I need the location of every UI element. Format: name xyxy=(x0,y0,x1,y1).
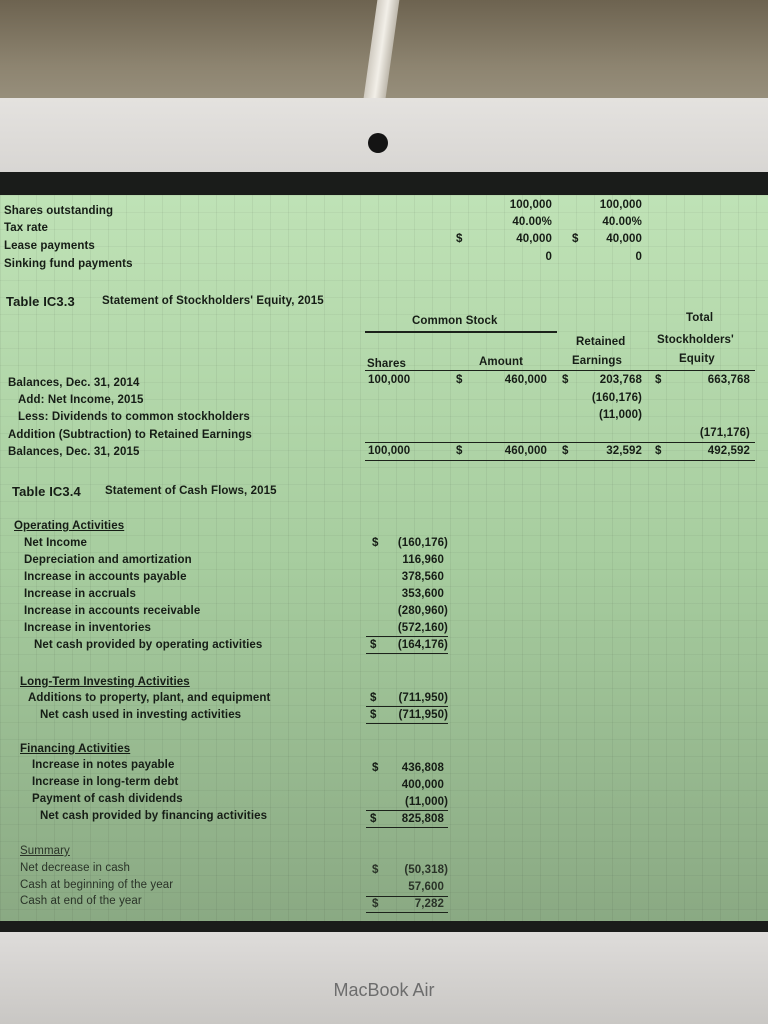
ic33-dollar: $ xyxy=(562,374,569,386)
label-lease-payments: Lease payments xyxy=(4,240,95,252)
fin-line xyxy=(366,810,448,811)
sum-dollar: $ xyxy=(372,898,379,910)
op-value: 353,600 xyxy=(401,588,444,600)
laptop-screen xyxy=(0,195,768,921)
table-ic34-number: Table IC3.4 xyxy=(12,484,81,499)
op-value: 378,560 xyxy=(401,571,444,583)
header-total: Total xyxy=(686,312,714,324)
investing-header: Long-Term Investing Activities xyxy=(20,676,190,688)
op-row-label: Net cash provided by operating activities xyxy=(34,639,263,651)
op-value: (572,160) xyxy=(397,622,448,634)
col1-tax: 40.00% xyxy=(512,216,552,228)
table-ic33-number: Table IC3.3 xyxy=(6,294,75,309)
inv-row-label: Additions to property, plant, and equipment xyxy=(28,692,271,704)
common-stock-underline xyxy=(365,331,557,333)
op-value: 116,960 xyxy=(402,554,444,566)
inv-total-value: (711,950) xyxy=(398,709,448,721)
header-retained: Retained xyxy=(576,336,626,348)
ic33-dollar: $ xyxy=(562,445,569,457)
col1-lease: 40,000 xyxy=(516,233,552,245)
spreadsheet xyxy=(0,195,768,921)
op-row-label: Increase in accruals xyxy=(24,588,136,600)
ic33-row-label: Addition (Subtraction) to Retained Earnings xyxy=(8,429,252,441)
col2-sinking: 0 xyxy=(635,251,642,263)
op-row-label: Net Income xyxy=(24,537,87,549)
inv-value: (711,950) xyxy=(398,692,448,704)
balances-topline xyxy=(365,442,755,443)
header-common-stock: Common Stock xyxy=(412,315,498,327)
ic33-dollar: $ xyxy=(456,374,463,386)
inv-line xyxy=(366,706,448,707)
header-earnings: Earnings xyxy=(572,355,623,367)
col2-lease: 40,000 xyxy=(606,233,642,245)
dollar-col1: $ xyxy=(456,233,463,245)
fin-value: (11,000) xyxy=(405,796,448,808)
inv-dollar: $ xyxy=(370,709,377,721)
fin-dollar: $ xyxy=(370,813,377,825)
op-value: (280,960) xyxy=(397,605,448,617)
financing-header: Financing Activities xyxy=(20,743,131,755)
summary-header: Summary xyxy=(20,845,70,857)
op-total-underline xyxy=(366,653,448,654)
sum-row-label: Net decrease in cash xyxy=(20,862,131,874)
ic33-net-income: (160,176) xyxy=(591,392,642,404)
fin-dollar: $ xyxy=(372,762,379,774)
ic33-addition: (171,176) xyxy=(699,427,750,439)
label-shares-outstanding: Shares outstanding xyxy=(4,205,114,217)
inv-row-label: Net cash used in investing activities xyxy=(40,709,242,721)
label-sinking-fund: Sinking fund payments xyxy=(4,258,133,270)
brand-label: MacBook Air xyxy=(333,980,435,1000)
op-row-label: Depreciation and amortization xyxy=(24,554,192,566)
header-stockholders: Stockholders' xyxy=(657,334,734,346)
fin-row-label: Net cash provided by financing activities xyxy=(40,810,268,822)
ic33-retained-2015: 32,592 xyxy=(606,445,642,457)
fin-value: 436,808 xyxy=(401,762,444,774)
op-dollar: $ xyxy=(370,639,377,651)
col1-sinking: 0 xyxy=(545,251,552,263)
ic33-dollar: $ xyxy=(655,445,662,457)
op-value: (160,176) xyxy=(397,537,448,549)
label-tax-rate: Tax rate xyxy=(4,222,49,234)
dollar-col2: $ xyxy=(572,233,579,245)
header-amount: Amount xyxy=(479,356,524,368)
sum-value: (50,318) xyxy=(404,864,448,876)
balances-underline xyxy=(365,460,755,461)
fin-total-value: 825,808 xyxy=(401,813,444,825)
header-equity: Equity xyxy=(679,353,715,365)
op-row-label: Increase in accounts receivable xyxy=(24,605,201,617)
col2-tax: 40.00% xyxy=(602,216,642,228)
header-underline xyxy=(365,370,755,371)
sum-row-label: Cash at beginning of the year xyxy=(20,879,174,891)
fin-value: 400,000 xyxy=(401,779,444,791)
sum-dollar: $ xyxy=(372,864,379,876)
header-shares: Shares xyxy=(367,358,406,370)
ic33-dollar: $ xyxy=(456,445,463,457)
laptop-bottom-bezel xyxy=(0,932,768,1024)
fin-underline xyxy=(366,827,448,828)
ic33-total-2014: 663,768 xyxy=(707,374,750,386)
operating-header: Operating Activities xyxy=(14,520,125,532)
sum-total-value: 7,282 xyxy=(414,898,444,910)
ic33-row-label: Balances, Dec. 31, 2015 xyxy=(8,446,140,458)
sum-row-label: Cash at end of the year xyxy=(20,895,142,907)
sum-line xyxy=(366,896,448,897)
op-row-label: Increase in accounts payable xyxy=(24,571,187,583)
op-row-label: Increase in inventories xyxy=(24,622,151,634)
ic33-shares-2015: 100,000 xyxy=(368,445,411,457)
op-total-line xyxy=(366,636,448,637)
sum-value: 57,600 xyxy=(408,881,444,893)
ic33-retained-2014: 203,768 xyxy=(599,374,642,386)
col1-shares: 100,000 xyxy=(509,199,552,211)
ic33-total-2015: 492,592 xyxy=(707,445,750,457)
op-total-value: (164,176) xyxy=(397,639,448,651)
ic33-row-label: Less: Dividends to common stockholders xyxy=(18,411,250,423)
ic33-amount-2014: 460,000 xyxy=(504,374,547,386)
webcam xyxy=(368,133,388,153)
ic33-row-label: Balances, Dec. 31, 2014 xyxy=(8,377,140,389)
inv-underline xyxy=(366,723,448,724)
table-ic34-title: Statement of Cash Flows, 2015 xyxy=(105,485,277,497)
op-dollar: $ xyxy=(372,537,379,549)
fin-row-label: Increase in long-term debt xyxy=(32,776,179,788)
ic33-dollar: $ xyxy=(655,374,662,386)
sum-underline xyxy=(366,912,448,913)
ic33-amount-2015: 460,000 xyxy=(504,445,547,457)
ic33-row-label: Add: Net Income, 2015 xyxy=(18,394,144,406)
fin-row-label: Payment of cash dividends xyxy=(32,793,183,805)
ic33-dividends: (11,000) xyxy=(599,409,642,421)
ic33-shares-2014: 100,000 xyxy=(368,374,411,386)
fin-row-label: Increase in notes payable xyxy=(32,759,175,771)
table-ic33-title: Statement of Stockholders' Equity, 2015 xyxy=(102,295,324,307)
col2-shares: 100,000 xyxy=(599,199,642,211)
inv-dollar: $ xyxy=(370,692,377,704)
